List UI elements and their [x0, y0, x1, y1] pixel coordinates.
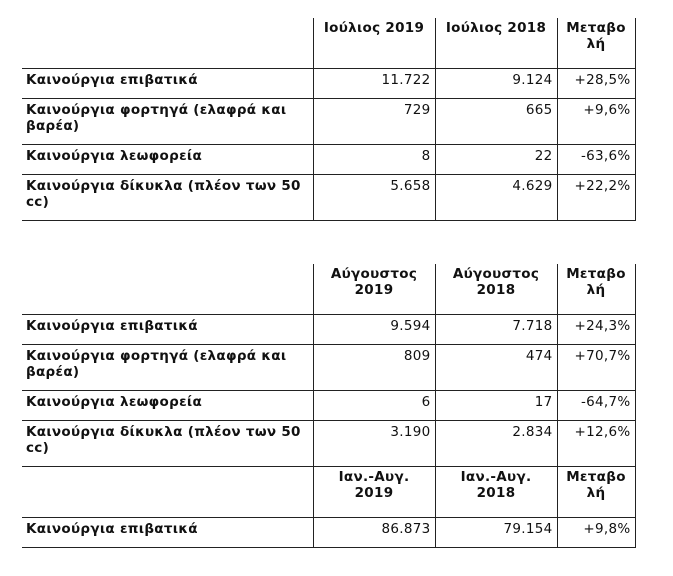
- value-change: +9,8%: [557, 518, 635, 548]
- row-label: Καινούργια φορτηγά (ελαφρά και βαρέα): [22, 99, 313, 145]
- value-2019: 3.190: [313, 421, 435, 467]
- row-label: Καινούργια λεωφορεία: [22, 391, 313, 421]
- col-header-2018: Ιαν.-Αυγ. 2018: [435, 467, 557, 518]
- value-2018: 9.124: [435, 69, 557, 99]
- value-2019: 9.594: [313, 315, 435, 345]
- value-2018: 665: [435, 99, 557, 145]
- header-row: [22, 467, 635, 518]
- value-2018: 474: [435, 345, 557, 391]
- value-change: +28,5%: [557, 69, 635, 99]
- row-label: Καινούργια λεωφορεία: [22, 145, 313, 175]
- row-label: Καινούργια δίκυκλα (πλέον των 50 cc): [22, 175, 313, 221]
- col-header-2018: Ιούλιος 2018: [435, 18, 557, 69]
- header-blank-cell: [22, 264, 313, 315]
- value-2018: 4.629: [435, 175, 557, 221]
- header-row: [22, 18, 635, 69]
- table-row: [22, 391, 635, 421]
- col-header-change: Μεταβο λή: [557, 18, 635, 69]
- value-change: -64,7%: [557, 391, 635, 421]
- value-change: +70,7%: [557, 345, 635, 391]
- value-2018: 22: [435, 145, 557, 175]
- col-header-change: Μεταβο λή: [557, 264, 635, 315]
- table-row: [22, 175, 635, 221]
- table-row: [22, 345, 635, 391]
- value-change: +12,6%: [557, 421, 635, 467]
- table-row: [22, 518, 635, 548]
- value-2018: 17: [435, 391, 557, 421]
- value-2019: 5.658: [313, 175, 435, 221]
- august-table: [22, 264, 636, 548]
- value-change: +22,2%: [557, 175, 635, 221]
- row-label: Καινούργια επιβατικά: [22, 69, 313, 99]
- value-2019: 809: [313, 345, 435, 391]
- value-2018: 7.718: [435, 315, 557, 345]
- col-header-2019: Ιούλιος 2019: [313, 18, 435, 69]
- row-label: Καινούργια επιβατικά: [22, 315, 313, 345]
- value-2019: 6: [313, 391, 435, 421]
- value-2018: 2.834: [435, 421, 557, 467]
- value-2018: 79.154: [435, 518, 557, 548]
- col-header-2019: Ιαν.-Αυγ. 2019: [313, 467, 435, 518]
- value-change: +24,3%: [557, 315, 635, 345]
- table-row: [22, 421, 635, 467]
- table-row: [22, 69, 635, 99]
- header-blank-cell: [22, 467, 313, 518]
- value-2019: 86.873: [313, 518, 435, 548]
- july-table: [22, 18, 636, 221]
- header-blank-cell: [22, 18, 313, 69]
- value-2019: 8: [313, 145, 435, 175]
- table-row: [22, 145, 635, 175]
- value-change: +9,6%: [557, 99, 635, 145]
- table-row: [22, 315, 635, 345]
- row-label: Καινούργια φορτηγά (ελαφρά και βαρέα): [22, 345, 313, 391]
- col-header-change: Μεταβο λή: [557, 467, 635, 518]
- col-header-2019: Αύγουστος 2019: [313, 264, 435, 315]
- value-change: -63,6%: [557, 145, 635, 175]
- row-label: Καινούργια δίκυκλα (πλέον των 50 cc): [26, 424, 301, 456]
- table-row: [22, 99, 635, 145]
- value-2019: 11.722: [313, 69, 435, 99]
- col-header-2018: Αύγουστος 2018: [435, 264, 557, 315]
- value-2019: 729: [313, 99, 435, 145]
- row-label: Καινούργια επιβατικά: [22, 518, 313, 548]
- header-row: [22, 264, 635, 315]
